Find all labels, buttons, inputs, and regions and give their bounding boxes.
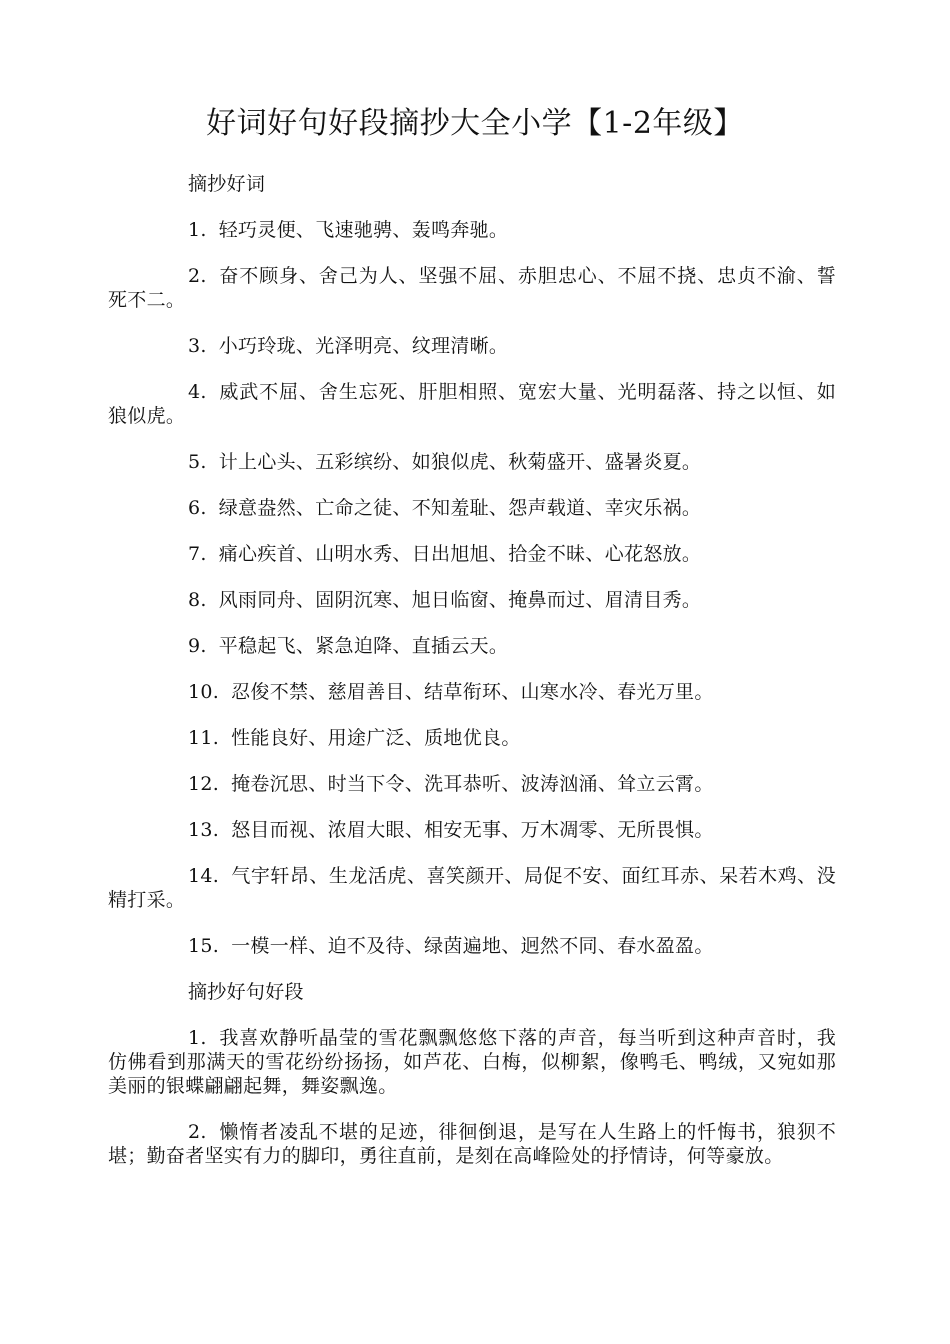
item-text: 懒惰者凌乱不堪的足迹，徘徊倒退，是写在人生路上的忏悔书，狼狈不堪；勤奋者坚实有力的脚印，勇往直前，是刻在高峰险处的抒情诗，何等豪放。	[108, 1121, 836, 1167]
item-text: 气宇轩昂、生龙活虎、喜笑颜开、局促不安、面红耳赤、呆若木鸡、没精打采。	[108, 865, 836, 911]
item-number: 15.	[188, 935, 220, 957]
item-number: 11.	[188, 727, 220, 749]
section-heading-words: 摘抄好词	[188, 173, 266, 195]
word-list-item	[108, 934, 836, 958]
item-number: 13.	[188, 819, 220, 841]
item-number: 2.	[188, 265, 207, 287]
item-text: 掩卷沉思、时当下令、洗耳恭听、波涛汹涌、耸立云霄。	[231, 773, 714, 795]
item-text: 小巧玲珑、光泽明亮、纹理清晰。	[218, 335, 509, 357]
word-list-item	[108, 496, 836, 520]
item-text: 怒目而视、浓眉大眼、相安无事、万木凋零、无所畏惧。	[231, 819, 714, 841]
word-list-item	[108, 380, 836, 428]
document-body	[108, 172, 836, 1190]
word-list-item	[108, 542, 836, 566]
word-list-item	[108, 588, 836, 612]
item-number: 14.	[188, 865, 220, 887]
item-text: 轻巧灵便、飞速驰骋、轰鸣奔驰。	[218, 219, 509, 241]
item-number: 3.	[188, 335, 207, 357]
word-list-item	[108, 634, 836, 658]
item-number: 5.	[188, 451, 207, 473]
item-text: 性能良好、用途广泛、质地优良。	[231, 727, 521, 749]
item-number: 10.	[188, 681, 220, 703]
word-list-item	[108, 772, 836, 796]
item-text: 我喜欢静听晶莹的雪花飘飘悠悠下落的声音，每当听到这种声音时，我仿佛看到那满天的雪花纷纷扬扬，如芦花、白梅，似柳絮，像鸭毛、鸭绒，又宛如那美丽的银蝶翩翩起舞，舞姿飘逸。	[108, 1027, 836, 1097]
word-list-item	[108, 680, 836, 704]
item-number: 8.	[188, 589, 207, 611]
item-number: 1.	[188, 219, 207, 241]
word-list-item	[108, 450, 836, 474]
section-heading-sentences: 摘抄好句好段	[188, 981, 304, 1003]
page-title: 好词好句好段摘抄大全小学【1-2年级】	[206, 106, 744, 141]
item-number: 12.	[188, 773, 220, 795]
item-text: 奋不顾身、舍己为人、坚强不屈、赤胆忠心、不屈不挠、忠贞不渝、誓死不二。	[108, 265, 836, 311]
item-number: 7.	[188, 543, 207, 565]
word-list-item	[108, 334, 836, 358]
word-list-item	[108, 726, 836, 750]
word-list-item	[108, 864, 836, 912]
item-number: 2.	[188, 1121, 207, 1143]
sentence-paragraph	[108, 1120, 836, 1168]
item-number: 6.	[188, 497, 207, 519]
item-number: 1.	[188, 1027, 207, 1049]
word-list-item	[108, 264, 836, 312]
word-list-item	[108, 818, 836, 842]
item-text: 痛心疾首、山明水秀、日出旭旭、拾金不昧、心花怒放。	[218, 543, 702, 565]
item-text: 忍俊不禁、慈眉善目、结草衔环、山寒水冷、春光万里。	[231, 681, 714, 703]
item-text: 威武不屈、舍生忘死、肝胆相照、宽宏大量、光明磊落、持之以恒、如狼似虎。	[108, 381, 836, 427]
item-text: 绿意盎然、亡命之徒、不知羞耻、怨声载道、幸灾乐祸。	[218, 497, 702, 519]
item-number: 9.	[188, 635, 207, 657]
word-list-item	[108, 218, 836, 242]
item-text: 一模一样、迫不及待、绿茵遍地、迥然不同、春水盈盈。	[231, 935, 714, 957]
item-number: 4.	[188, 381, 207, 403]
item-text: 风雨同舟、固阴沉寒、旭日临窗、掩鼻而过、眉清目秀。	[218, 589, 702, 611]
item-text: 计上心头、五彩缤纷、如狼似虎、秋菊盛开、盛暑炎夏。	[218, 451, 702, 473]
sentence-paragraph	[108, 1026, 836, 1098]
item-text: 平稳起飞、紧急迫降、直插云天。	[218, 635, 509, 657]
